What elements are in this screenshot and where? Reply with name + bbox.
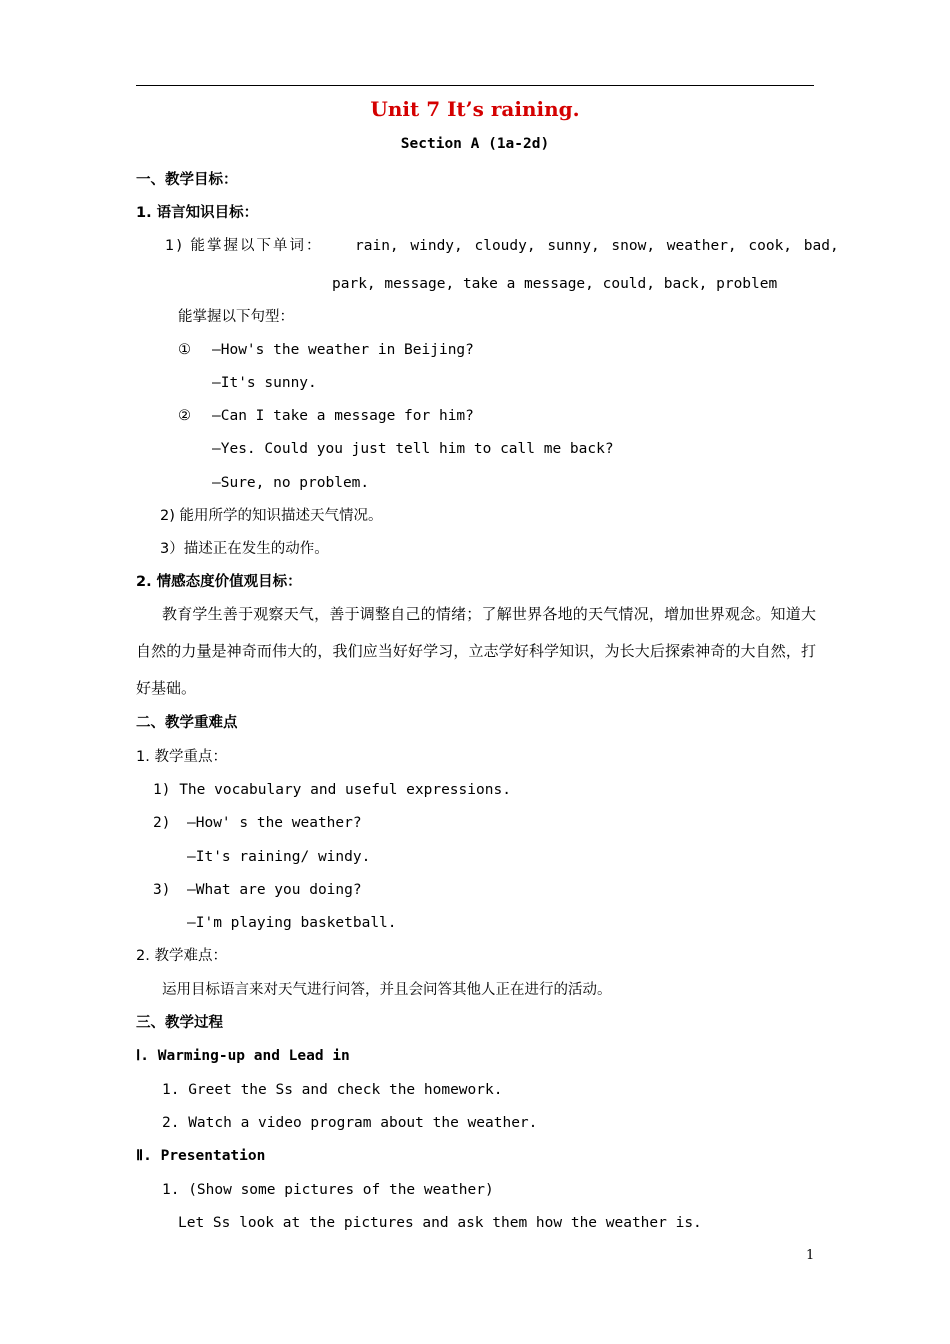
step-1-item-1: 1. Greet the Ss and check the homework.	[162, 1082, 503, 1098]
step-1-item-2: 2. Watch a video program about the weather.	[162, 1115, 538, 1131]
dialogue-1-answer: —It's sunny.	[212, 375, 317, 391]
step-1-heading: Ⅰ. Warming-up and Lead in	[136, 1048, 350, 1064]
section-subtitle: Section A (1a-2d)	[400, 136, 550, 152]
heading-language-goals: 1. 语言知识目标：	[136, 205, 259, 221]
vocab-line-2: park, message, take a message, could, back, problem	[332, 276, 778, 292]
step-2-item-1: 1. (Show some pictures of the weather)	[162, 1182, 494, 1198]
dialogue-2-answer: —Yes. Could you just tell him to call me back?	[212, 441, 614, 457]
dialogue-2-question: —Can I take a message for him?	[212, 408, 474, 424]
heading-key-points: 1. 教学重点：	[136, 749, 227, 765]
heading-key-difficult-points: 二、教学重难点	[136, 715, 238, 731]
key-point-3-number: 3)	[153, 882, 171, 898]
page-title: Unit 7 It’s raining.	[370, 97, 580, 121]
key-point-3-answer: —I'm playing basketball.	[187, 915, 397, 931]
circle-number-2: ②	[178, 408, 191, 424]
dialogue-1-question: —How's the weather in Beijing?	[212, 342, 474, 358]
key-point-3-question: —What are you doing?	[187, 882, 362, 898]
circle-number-1: ①	[178, 342, 191, 358]
key-point-2-number: 2)	[153, 815, 171, 831]
vocab-intro: 1) 能掌握以下单词：	[165, 238, 323, 254]
goal-3: 3）描述正在发生的动作。	[160, 541, 329, 557]
emotion-paragraph: 教育学生善于观察天气，善于调整自己的情绪；了解世界各地的天气情况，增加世界观念。知道大自然的力量是神奇而伟大的，我们应当好好学习，立志学好科学知识，为长大后探索神奇的大自然，打好基础。	[136, 605, 816, 697]
step-2-item-1-detail: Let Ss look at the pictures and ask them how the weather is.	[178, 1215, 702, 1231]
heading-emotion-goals: 2. 情感态度价值观目标：	[136, 574, 302, 590]
key-point-2-question: —How' s the weather?	[187, 815, 362, 831]
page-number: 1	[806, 1248, 815, 1263]
header-rule	[136, 85, 814, 86]
heading-difficult-points: 2. 教学难点：	[136, 948, 227, 964]
goal-2: 2) 能用所学的知识描述天气情况。	[160, 508, 383, 524]
key-point-2-answer: —It's raining/ windy.	[187, 849, 371, 865]
sentences-intro: 能掌握以下句型：	[178, 309, 294, 325]
key-point-1: 1) The vocabulary and useful expressions.	[153, 782, 511, 798]
difficult-points-text: 运用目标语言来对天气进行问答，并且会问答其他人正在进行的活动。	[162, 982, 612, 998]
heading-teaching-process: 三、教学过程	[136, 1015, 223, 1031]
step-2-heading: Ⅱ. Presentation	[136, 1148, 266, 1164]
dialogue-2-reply: —Sure, no problem.	[212, 475, 370, 491]
heading-teaching-goals: 一、教学目标：	[136, 172, 238, 188]
vocab-line-1: rain, windy, cloudy, sunny, snow, weather, cook, bad,	[355, 238, 839, 254]
